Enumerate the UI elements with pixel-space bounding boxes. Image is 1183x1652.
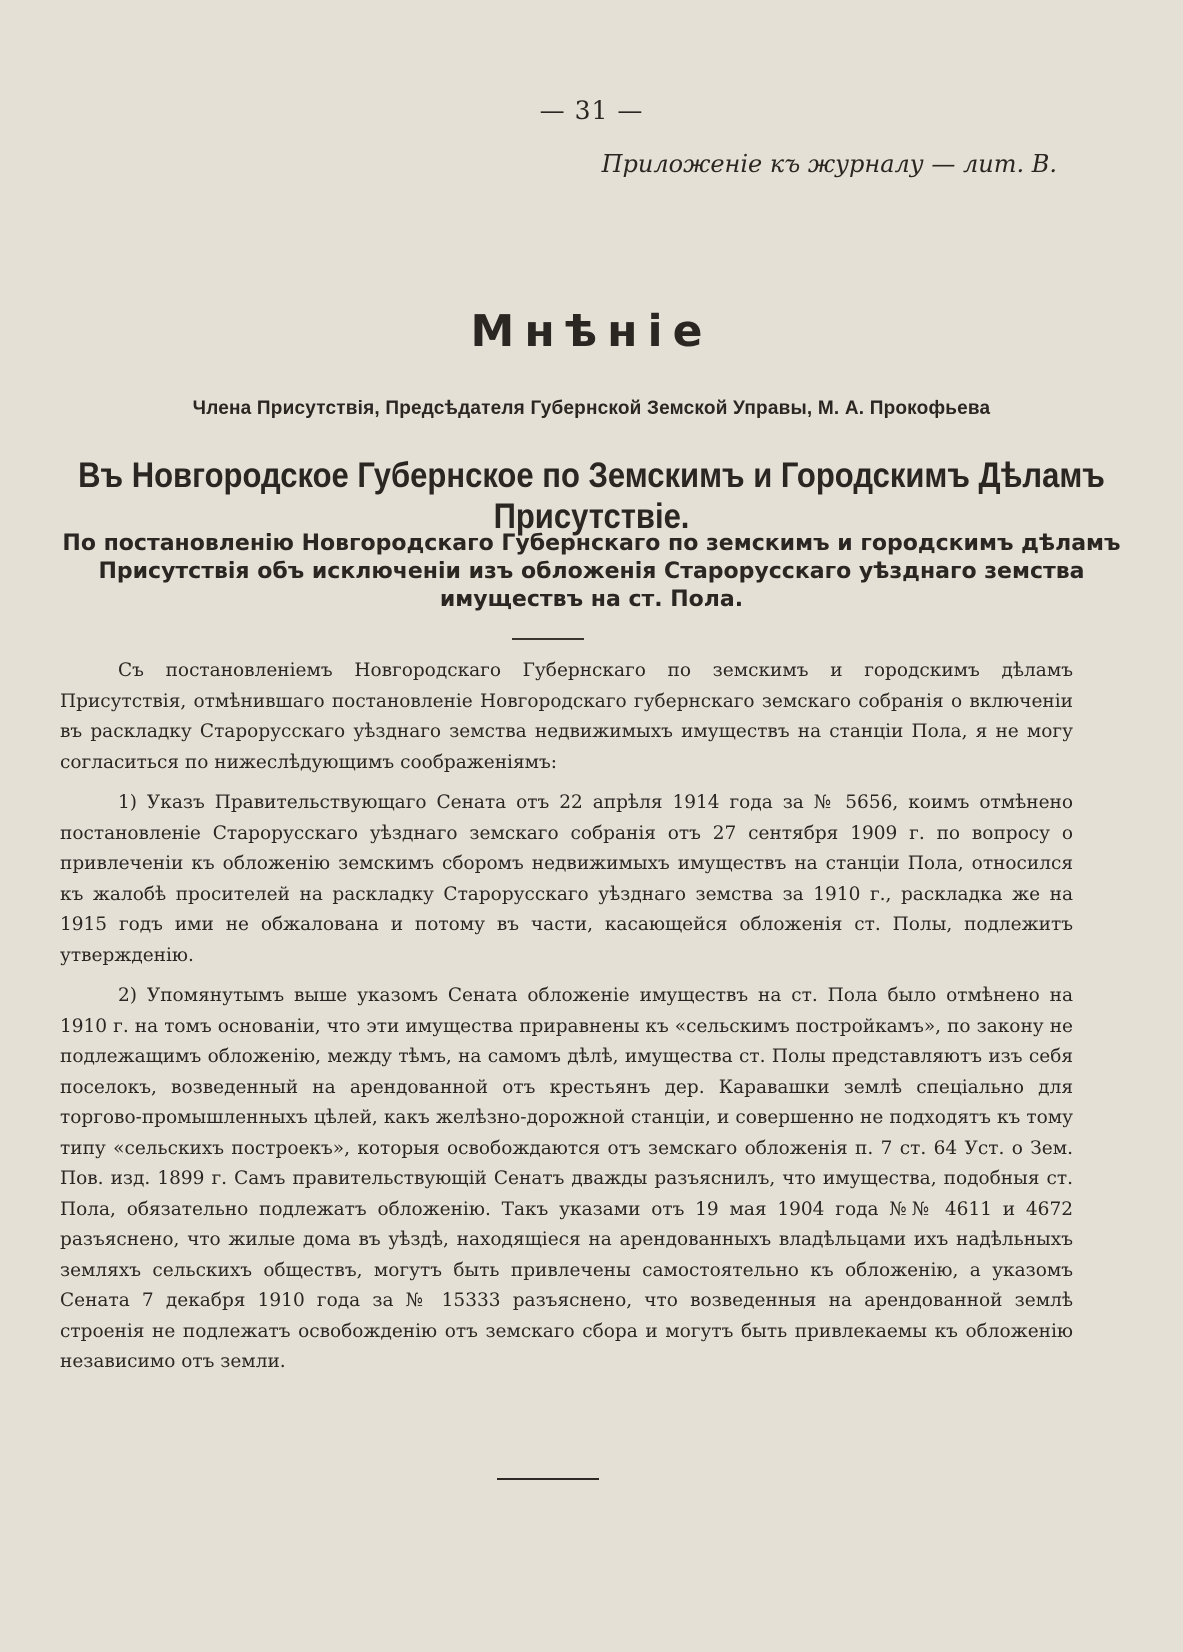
subject-heading bbox=[30, 530, 1153, 614]
document-title: Мнѣніе bbox=[470, 306, 713, 357]
paragraph-point-2: 2) Упомянутымъ выше указомъ Сената обложеніе имуществъ на ст. Пола было отмѣнено на 1910 г. на томъ основаніи, что эти имущества приравнены къ «сельскимъ постройкамъ», по закону не подлежащимъ обложенію, между тѣмъ, на самомъ дѣлѣ, имущества ст. Полы представляютъ изъ себя поселокъ, возведенный на арендованной отъ крестьянъ дер. Каравашки землѣ спеціально для торгово-промышленныхъ цѣлей, какъ желѣзно-дорожной станціи, и совершенно не подходятъ къ тому типу «сельскихъ построекъ», которыя освобождаются отъ земскаго обложенія п. 7 ст. 64 Уст. о Зем. Пов. изд. 1899 г. Самъ правительствующій Сенатъ дважды разъяснилъ, что имущества, подобныя ст. Пола, обязательно подлежатъ обложенію. Такъ указами отъ 19 мая 1904 года №№ 4611 и 4672 разъяснено, что жилые дома въ уѣздѣ, находящіеся на арендованныхъ владѣльцами ихъ надѣльныхъ земляхъ сельскихъ обществъ, могутъ быть привлечены самостоятельно къ обложенію, а указомъ Сената 7 декабря 1910 года за № 15333 разъяснено, что возведенныя на арендованной землѣ строенія не подлежатъ освобожденію отъ земскаго сбора и могутъ быть привлекаемы къ обложенію независимо отъ земли. bbox=[60, 985, 1073, 1372]
body-text bbox=[60, 656, 1073, 1388]
subject-line: По постановленію Новгородскаго Губернскаго по земскимъ и городскимъ дѣламъ bbox=[62, 531, 1121, 556]
closing-divider bbox=[497, 1478, 599, 1480]
paragraph-point-1: 1) Указъ Правительствующаго Сената отъ 22 апрѣля 1914 года за № 5656, коимъ отмѣнено постановленіе Старорусскаго уѣзднаго земскаго собранія отъ 27 сентября 1909 г. по вопросу о привлеченіи къ обложенію земскимъ сборомъ недвижимыхъ имуществъ на станціи Пола, относился къ жалобѣ просителей на раскладку Старорусскаго уѣзднаго земства за 1910 г., раскладка же на 1915 годъ ими не обжалована и потому въ части, касающейся обложенія ст. Полы, подлежитъ утвержденію. bbox=[60, 792, 1073, 966]
appendix-note: Приложеніе къ журналу — лит. В. bbox=[601, 150, 1057, 178]
page-number: — 31 — bbox=[539, 96, 644, 125]
subject-line: Присутствія объ исключеніи изъ обложенія Старорусскаго уѣзднаго земства bbox=[98, 559, 1085, 584]
heading-divider bbox=[512, 638, 584, 640]
addressee-heading: Въ Новгородское Губернское по Земскимъ и Городскимъ Дѣламъ Присутствіе. bbox=[78, 454, 1105, 537]
subject-line: имуществъ на ст. Пола. bbox=[439, 587, 744, 612]
paragraph-intro: Съ постановленіемъ Новгородскаго Губернскаго по земскимъ и городскимъ дѣламъ Присутствія, отмѣнившаго постановленіе Новгородскаго губернскаго земскаго собранія о включеніи въ раскладку Старорусскаго уѣзднаго земства недвижимыхъ имуществъ на станціи Пола, я не могу согласиться по нижеслѣдующимъ соображеніямъ: bbox=[60, 660, 1073, 773]
author-line: Члена Присутствія, Предсѣдателя Губернской Земской Управы, М. А. Прокофьева bbox=[192, 398, 991, 419]
